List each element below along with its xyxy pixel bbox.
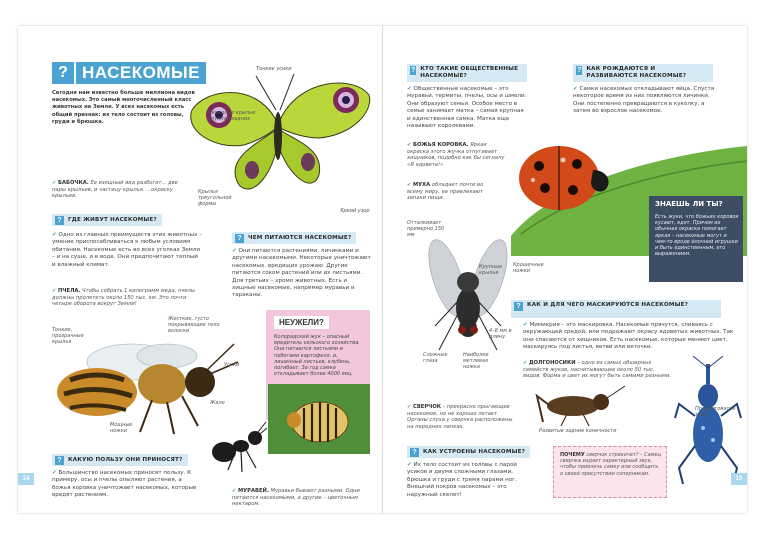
butterfly-label-hind-wings: Крылья треугольной формы [198, 189, 232, 208]
fly-illustration [413, 230, 523, 360]
question-icon: ? [235, 234, 244, 243]
ant-illustration [210, 418, 268, 474]
cricket-label: Развитые задние конечности [539, 428, 617, 434]
ant-caption [232, 488, 376, 508]
cricket-illustration [533, 382, 625, 428]
bee-caption-text: Чтобы собрать 1 килограмм меда, пчелы должны пролететь около 150 тыс. км. Это почти четыре оборота вокруг Земли! [52, 288, 196, 308]
fly-caption-title: МУХА [413, 182, 431, 188]
question-icon: ? [55, 456, 64, 465]
check-icon: ✔ [523, 360, 528, 366]
question-icon: ? [55, 216, 64, 225]
ladybug-caption-text: Яркая окраска этого жучка отпугивает хищников, подобно как бы сигналу «Я ядовита!» [407, 142, 505, 168]
butterfly-label-antennae: Тонкие усики [256, 66, 292, 72]
question-badge: ? [52, 62, 74, 84]
where-text-body: Одно из главных преимуществ этих животных – умение приспосабливаться к любым условиям обитания. Насекомые есть во всех уголках Земли – и на суше, и в воде. Они предпочитают теплый и влажный климат. [52, 232, 202, 268]
weevil-label: Продолговатое тело [695, 406, 736, 419]
section-where-title [52, 214, 162, 226]
check-icon: ✔ [52, 470, 57, 476]
section-where-label: ГДЕ ЖИВУТ НАСЕКОМЫЕ? [68, 217, 157, 223]
weevil-illustration [673, 356, 743, 486]
fact-box [649, 196, 743, 282]
left-page [18, 26, 382, 513]
check-icon: ✔ [407, 86, 412, 92]
bee-label-wings: Тонкие, прозрачные крылья [52, 327, 84, 346]
intro-text: Сегодня нам известно больше миллиона видов насекомых. Это самый многочисленный класс животных на Земле. У всех насекомых есть общий признак: их тело состоит из головы, груди и брюшка. [52, 90, 195, 125]
title-text: НАСЕКОМЫЕ [76, 62, 206, 84]
benefit-text-body: Большинство насекомых приносят пользу. К примеру, осы и пчелы опыляют растения, а божья коровка уничтожает насекомых, которые вредят растениям. [52, 470, 197, 499]
question-icon: ? [410, 448, 419, 457]
eat-text-body: Они питаются растениями, личинками и другими насекомыми. Некоторые уничтожают насекомых, вредящих урожаю. Другие питаются соком растений или их листьями. Для третьих – хромо животных. Есть и хищные насекомые, например муравьи и тараканы. [232, 248, 371, 299]
why-title: ПОЧЕМУ [560, 452, 585, 458]
check-icon: ✔ [407, 182, 412, 188]
grow-text [573, 86, 723, 116]
bee-label-sting: Жало [210, 400, 225, 406]
fly-label-eyes: Отталкивает примерно 150 мм [407, 220, 445, 239]
page-number-right: 15 [731, 473, 747, 485]
why-box [553, 446, 667, 498]
grow-text-body: Самки насекомых откладывают яйца. Спустя некоторое время из них появляются личинки. Они постепенно превращаются в куколку, а затем во взрослое насекомое. [573, 86, 715, 115]
question-icon: ? [514, 302, 523, 311]
fly-caption [407, 182, 497, 202]
section-eat-title [232, 232, 356, 244]
really-text: Колорадский жук – опасный вредитель сельского хозяйства. Они питаются листьями и побегами картофеля, и, лишенный листьев, клубень, погибает. За год самка откладывает более 4000 яиц. [274, 334, 360, 378]
check-icon: ✔ [232, 248, 237, 254]
bee-label-pollen: Жесткие, густо покрывающие тело волоски [168, 316, 220, 335]
fly-label-compound: Сложные глаза [423, 352, 448, 365]
why-text: сверчок стрекочет? – Самец сверчка издает характерный звук, чтобы привлечь самку или сообщить о своей присутствии соперникам. [560, 452, 661, 477]
butterfly-label-pattern: Яркий узор [340, 208, 370, 214]
longhorn-caption [523, 360, 673, 380]
section-grow-title [573, 64, 713, 82]
section-benefit-label: КАКУЮ ПОЛЬЗУ ОНИ ПРИНОСЯТ? [68, 457, 183, 463]
section-eat-label: ЧЕМ ПИТАЮТСЯ НАСЕКОМЫЕ? [248, 235, 352, 241]
butterfly-caption-text: Ее изящный вид разбогат... две пары крыльев, и частицу крылья. ...окраску крыльев. [52, 180, 178, 200]
check-icon: ✔ [52, 180, 57, 186]
fly-label-wings: Крупные крылья [479, 264, 503, 277]
section-social-title [407, 64, 527, 82]
butterfly-label-front-wings: Передние крылья крупнее задних [208, 110, 256, 123]
camo-text-body: Мимикрия – это маскировка. Насекомые прячутся, сливаясь с окружающей средой, или подражают окрасу ядовитых животных. Так они спасаются от хищников. Есть насекомые, которые меняют цвет, маскируясь под листья, ветви или веточки. [523, 322, 734, 351]
ladybug-caption [407, 142, 507, 168]
longhorn-caption-title: ДОЛГОНОСИКИ [529, 360, 576, 366]
section-benefit-title [52, 454, 188, 466]
cricket-caption [407, 404, 515, 430]
section-body-label: КАК УСТРОЕНЫ НАСЕКОМЫЕ? [423, 449, 526, 455]
fly-label-size: Крошечные ножки [513, 262, 544, 275]
fact-title: ЗНАЕШЬ ЛИ ТЫ? [655, 200, 723, 208]
check-icon: ✔ [407, 404, 412, 410]
page-number-left: 14 [18, 473, 34, 485]
where-text [52, 232, 202, 269]
check-icon: ✔ [52, 232, 57, 238]
social-text-body: Общественные насекомые – это муравьи, термиты, пчелы, осы и шмели. Они образуют семьи. Особое место в семье занимает матка – самая крупная и единственная самка. Матка еще называют королевами. [407, 86, 527, 130]
longhorn-caption-text: – одно из самых обширных семейств жуков, насчитывающее около 50 тыс. видов. Форма и цвет их могут быть самыми разными. [523, 360, 671, 380]
bee-label-legs: Мощные ножки [110, 422, 133, 435]
colorado-beetle-illustration [268, 384, 370, 454]
butterfly-illustration [184, 50, 374, 200]
check-icon: ✔ [52, 288, 57, 294]
really-title: НЕУЖЕЛИ? [274, 316, 329, 329]
check-icon: ✔ [573, 86, 578, 92]
why-content [560, 452, 662, 477]
right-page [383, 26, 747, 513]
butterfly-caption [52, 180, 192, 200]
bee-caption [52, 288, 202, 308]
check-icon: ✔ [407, 462, 412, 468]
check-icon: ✔ [407, 142, 412, 148]
fly-caption-text: обладает почти во всему миру, ее привлекают запахи пищи. [407, 182, 484, 202]
ant-caption-text: Муравьи бывают разными. Одни питаются насекомыми, а другие – цветочным нектаром. [232, 488, 360, 508]
ladybug-caption-title: БОЖЬЯ КОРОВКА. [413, 142, 469, 148]
benefit-text [52, 470, 202, 500]
body-text [407, 462, 537, 499]
section-grow-label: КАК РОЖДАЮТСЯ И РАЗВИВАЮТСЯ НАСЕКОМЫЕ? [586, 66, 687, 79]
check-icon: ✔ [232, 488, 237, 494]
cricket-caption-title: СВЕРЧОК [413, 404, 441, 410]
book-spread [18, 26, 747, 513]
check-icon: ✔ [523, 322, 528, 328]
butterfly-caption-title: БАБОЧКА. [58, 180, 89, 186]
section-camo-title [511, 300, 721, 318]
question-icon: ? [410, 67, 416, 74]
section-body-title [407, 446, 530, 458]
fly-label-body: 4–8 мм в длину [489, 328, 512, 341]
eat-text [232, 248, 372, 300]
section-camo-label: КАК И ДЛЯ ЧЕГО МАСКИРУЮТСЯ НАСЕКОМЫЕ? [527, 302, 689, 308]
fact-text: Есть жуки, что божьих коровок кусают, едят. Причем их обычная окраска помогает яркая – насекомые могут и чем-то вроде ёлочной игрушки и быть единственным, его выражением. [655, 214, 739, 258]
section-social-label: КТО ТАКИЕ ОБЩЕСТВЕННЫЕ НАСЕКОМЫЕ? [420, 66, 519, 79]
bee-label-antennae: Усики [224, 362, 240, 368]
camo-text [523, 322, 735, 352]
body-text-body: Их тело состоит из головы с парой усиков и двумя сложными глазами, брюшка и груди с тремя парами ног. Внешний покров насекомых – это наружный скелет! [407, 462, 517, 498]
cricket-caption-text: – прекрасно прыгающее насекомое, но не хорошо летает. Органы слуха у сверчка расположены на передних лапках. [407, 404, 513, 430]
bee-caption-title: ПЧЕЛА. [58, 288, 81, 294]
question-icon: ? [577, 67, 582, 74]
page-title [52, 62, 206, 84]
ant-caption-title: МУРАВЕЙ. [238, 488, 269, 494]
fly-label-feet: Наиболее метлевая ножка [463, 352, 489, 371]
